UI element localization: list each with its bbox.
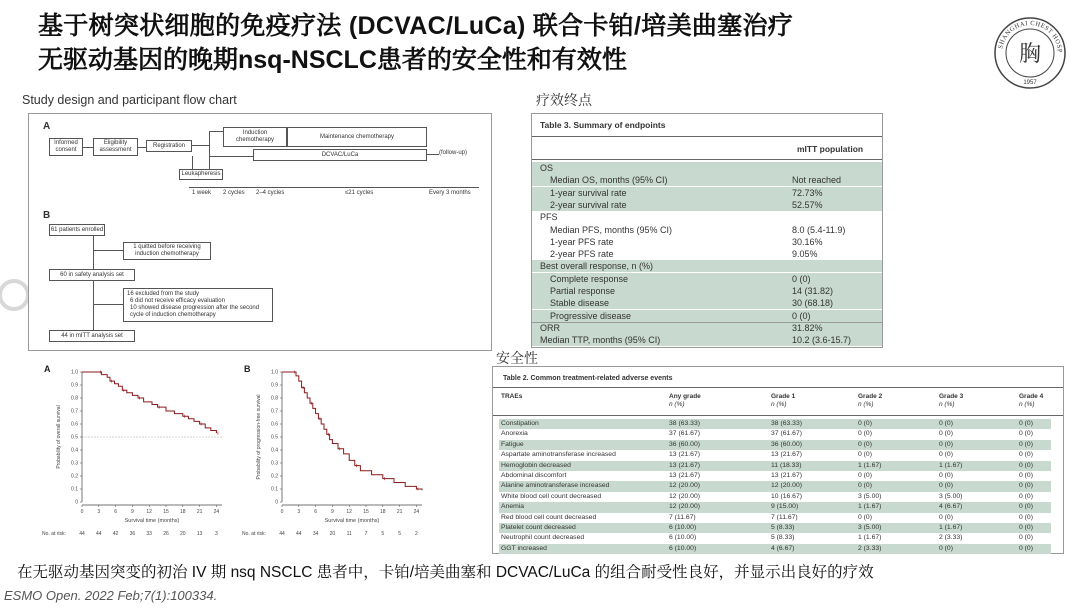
timeline-2cycles: 2 cycles	[223, 190, 245, 196]
table3-row-label: 1-year survival rate	[550, 187, 627, 198]
table3-row	[532, 273, 882, 285]
table3-row-label: Best overall response, n (%)	[540, 261, 654, 272]
timeline-2-4cycles: 2–4 cycles	[256, 190, 285, 196]
adverse-events-table	[492, 366, 1064, 554]
table2-header-line1: Grade 3	[939, 393, 964, 400]
table3-row-value: Not reached	[792, 175, 842, 186]
km-panel-label: A	[44, 364, 51, 374]
table2-cell: 1 (1.67)	[939, 524, 963, 531]
table2-cell: 1 (1.67)	[858, 461, 882, 469]
table2-cell: 13 (21.67)	[771, 472, 802, 479]
km-plot-os	[40, 364, 236, 544]
table2-cell: 0 (0)	[939, 430, 953, 438]
slide-title-line1: 基于树突状细胞的免疫疗法 (DCVAC/LuCa) 联合卡铂/培美曲塞治疗	[38, 12, 794, 40]
y-tick-label: 0.9	[71, 382, 78, 389]
table3-row	[532, 310, 882, 322]
table2-header-line2: n (%)	[858, 401, 874, 408]
table2-cell: 13 (21.67)	[771, 451, 802, 459]
table2-cell: 12 (20.00)	[669, 503, 700, 511]
table2-cell: 0 (0)	[939, 544, 953, 552]
table2-cell: 0 (0)	[858, 472, 872, 479]
table2-cell: 0 (0)	[1019, 503, 1033, 511]
y-tick-label: 0.6	[271, 421, 278, 428]
table3-row	[532, 334, 882, 346]
x-tick-label: 3	[297, 509, 301, 515]
y-tick-label: 0.4	[271, 447, 278, 454]
table2-cell: Platelet count decreased	[501, 524, 576, 531]
table2-header-cell	[669, 393, 701, 409]
table2-cell: 0 (0)	[858, 482, 872, 490]
table2-cell: 1 (1.67)	[858, 534, 882, 542]
table2-cell: Red blood cell count decreased	[501, 513, 597, 521]
at-risk-count: 11	[346, 531, 352, 537]
x-tick-label: 15	[163, 509, 169, 515]
table3-row-value: 14 (31.82)	[792, 286, 834, 296]
table2-row	[499, 450, 1051, 460]
table2-cell: 0 (0)	[939, 482, 953, 490]
endpoints-heading: 疗效终点	[536, 92, 592, 108]
table2-cell: 10 (16.67)	[771, 492, 802, 500]
table2-row	[499, 481, 1051, 491]
table2-cell: 0 (0)	[939, 440, 953, 448]
x-tick-label: 24	[213, 509, 220, 515]
table2-row	[499, 533, 1051, 543]
table2-cell: 4 (6.67)	[939, 503, 963, 511]
table2-cell: Abdominal discomfort	[501, 472, 567, 479]
y-tick-label: 0.5	[271, 434, 278, 441]
y-tick-label: 0.2	[271, 473, 278, 480]
table2-cell: 0 (0)	[1019, 524, 1033, 531]
excluded-title: 16 excluded from the study	[127, 291, 200, 297]
table3-row-label: Partial response	[550, 286, 616, 296]
table3-row	[532, 162, 882, 174]
timeline-21cycles: ≤21 cycles	[345, 190, 374, 196]
table2-cell: 9 (15.00)	[771, 503, 799, 511]
table2-cell: 7 (11.67)	[669, 513, 696, 521]
dcvac-box: DCVAC/LuCa	[253, 149, 427, 161]
induction-box: Induction chemotherapy	[223, 127, 287, 147]
slide-title-line2: 无驱动基因的晚期nsq-NSCLC患者的安全性和有效性	[38, 46, 627, 74]
table2-cell: Aspartate aminotransferase increased	[501, 451, 616, 459]
x-tick-label: 12	[346, 509, 352, 515]
at-risk-count: 26	[163, 531, 169, 537]
safety-set-box: 60 in safety analysis set	[49, 269, 135, 281]
table3-row-value: 52.57%	[792, 199, 823, 210]
survival-curve	[82, 372, 216, 433]
table2-cell: 0 (0)	[858, 440, 872, 448]
table2-cell: Hemoglobin decreased	[501, 461, 571, 469]
table2-cell: 4 (6.67)	[771, 544, 795, 552]
table2-row	[499, 492, 1051, 502]
table3-row-value: 10.2 (3.6-15.7)	[792, 335, 852, 346]
table3-row	[532, 211, 882, 223]
table2-row	[499, 544, 1051, 554]
table2-cell: Anemia	[501, 503, 525, 511]
x-tick-label: 6	[114, 509, 117, 515]
registration-box: Registration	[146, 140, 192, 152]
table2-cell: 3 (5.00)	[858, 492, 882, 500]
y-axis-label: Probability of overall survival	[56, 405, 62, 469]
table2-cell: 0 (0)	[1019, 534, 1033, 542]
table3-row-value: 30.16%	[792, 236, 823, 247]
at-risk-count: 20	[329, 531, 336, 537]
table2-row	[499, 502, 1051, 512]
table2-cell: 13 (21.67)	[669, 461, 700, 469]
timeline-week: 1 week	[192, 190, 212, 196]
table3-row-label: Complete response	[550, 273, 629, 284]
table2-header-line2: n (%)	[939, 401, 955, 408]
table3-row	[532, 199, 882, 211]
x-tick-label: 21	[396, 509, 403, 515]
enrolled-box: 61 patients enrolled	[49, 224, 105, 236]
seal-year: 1957	[1023, 80, 1037, 86]
at-risk-count: 7	[364, 531, 368, 537]
at-risk-count: 44	[96, 531, 102, 537]
y-tick-label: 0.7	[271, 408, 278, 415]
table2-cell: 5 (8.33)	[771, 534, 795, 542]
table2-cell: 0 (0)	[858, 513, 872, 521]
table2-cell: 11 (18.33)	[771, 461, 802, 469]
at-risk-count: 42	[112, 531, 119, 537]
table3-row-label: 1-year PFS rate	[550, 236, 614, 247]
at-risk-count: 2	[415, 531, 418, 537]
table2-caption: Table 2. Common treatment-related adverse events	[503, 375, 673, 382]
at-risk-count: 44	[79, 531, 85, 537]
table2-cell: 3 (5.00)	[858, 524, 882, 531]
y-tick-label: 0.8	[271, 395, 278, 402]
followup-label: (follow-up)	[439, 150, 468, 156]
excluded-reason-2: 10 showed disease progression after the second cycle of induction chemotherapy	[130, 305, 260, 318]
km-panel-label: B	[244, 364, 251, 374]
table3-row-label: 2-year PFS rate	[550, 249, 614, 260]
table2-cell: 0 (0)	[1019, 472, 1033, 479]
x-tick-label: 6	[314, 509, 317, 515]
table3-row	[532, 322, 882, 334]
table2-cell: Neutrophil count decreased	[501, 534, 585, 542]
table2-cell: 0 (0)	[1019, 451, 1033, 459]
x-tick-label: 24	[413, 509, 420, 515]
table2-cell: Constipation	[501, 420, 539, 427]
y-tick-label: 0.1	[71, 486, 78, 493]
y-tick-label: 0.6	[71, 421, 78, 428]
table2-cell: GGT increased	[501, 544, 547, 552]
x-tick-label: 12	[146, 509, 152, 515]
table2-header-line1: Grade 4	[1019, 393, 1044, 400]
at-risk-count: 33	[146, 531, 152, 537]
table3-row-label: Median OS, months (95% CI)	[550, 175, 668, 186]
table2-cell: 37 (61.67)	[669, 430, 700, 438]
x-tick-label: 18	[380, 509, 386, 515]
table2-row	[499, 440, 1051, 450]
table2-cell: 1 (1.67)	[858, 503, 882, 511]
y-tick-label: 0.7	[71, 408, 78, 415]
x-tick-label: 15	[363, 509, 369, 515]
table2-cell: 0 (0)	[858, 420, 872, 427]
y-tick-label: 0	[75, 499, 78, 506]
table2-cell: 0 (0)	[1019, 420, 1033, 427]
table2-cell: 2 (3.33)	[939, 534, 963, 542]
y-tick-label: 0.2	[71, 473, 78, 480]
table2-cell: 12 (20.00)	[669, 492, 700, 500]
y-axis-label: Probability of progression-free survival	[256, 394, 262, 480]
at-risk-count: 36	[129, 531, 136, 537]
maintenance-box: Maintenance chemotherapy	[287, 127, 427, 147]
table3-row-label: ORR	[540, 322, 560, 333]
table3-row-label: OS	[540, 163, 554, 173]
table2-cell: 0 (0)	[1019, 492, 1033, 500]
at-risk-count: 5	[381, 531, 385, 537]
table3-row	[532, 187, 882, 199]
table2-cell: 0 (0)	[1019, 544, 1033, 552]
table2-row	[499, 523, 1051, 533]
table2-cell: 38 (63.33)	[771, 420, 802, 427]
table3-row-value: 30 (68.18)	[792, 298, 834, 309]
leukapheresis-box: Leukapheresis	[179, 169, 223, 180]
table3-row-value: 0 (0)	[792, 273, 811, 284]
table2-header-line1: Grade 1	[771, 393, 796, 400]
quit-box: 1 quitted before receiving induction chemotherapy	[123, 242, 211, 260]
table3-row	[532, 285, 882, 297]
excluded-box	[123, 288, 273, 322]
table2-cell: 13 (21.67)	[669, 472, 700, 479]
panel-b-label: B	[43, 210, 51, 221]
table2-header-line2: n (%)	[1019, 401, 1035, 408]
table2-cell: 5 (8.33)	[771, 524, 795, 531]
table3-row-label: PFS	[540, 212, 558, 223]
table2-cell: White blood cell count decreased	[501, 492, 602, 500]
table2-cell: 6 (10.00)	[669, 524, 697, 531]
safety-heading: 安全性	[496, 350, 538, 366]
x-tick-label: 9	[131, 509, 134, 515]
table3-row	[532, 174, 882, 186]
x-tick-label: 18	[180, 509, 186, 515]
y-tick-label: 0.1	[271, 486, 278, 493]
table2-cell: 0 (0)	[1019, 461, 1033, 469]
table2-cell: 12 (20.00)	[669, 482, 700, 490]
table2-cell: 1 (1.67)	[939, 461, 963, 469]
table3-row	[532, 236, 882, 248]
table3-row-label: 2-year survival rate	[550, 199, 627, 210]
table3-row-value: 72.73%	[792, 187, 823, 198]
table2-cell: 0 (0)	[939, 513, 953, 521]
table3-row-value: 9.05%	[792, 249, 818, 260]
table2-cell: 0 (0)	[939, 420, 953, 427]
table2-row	[499, 471, 1051, 481]
table2-cell: 6 (10.00)	[669, 544, 697, 552]
seal-center-char: 胸	[1018, 42, 1042, 67]
excluded-reason-1: 6 did not receive efficacy evaluation	[130, 298, 225, 304]
seal-outer-text: SHANGHAI CHEST HOSP	[997, 19, 1064, 54]
x-axis-label: Survival time (months)	[124, 518, 180, 524]
x-tick-label: 3	[97, 509, 101, 515]
table3-row-value: 0 (0)	[792, 310, 811, 321]
table2-row	[499, 513, 1051, 523]
table2-header-cell	[939, 393, 963, 409]
table2-cell: 36 (60.00)	[771, 440, 802, 448]
y-tick-label: 0.3	[71, 460, 78, 467]
flow-heading: Study design and participant flow chart	[22, 93, 237, 107]
table2-cell: Fatigue	[501, 440, 524, 448]
x-tick-label: 0	[80, 509, 84, 515]
x-tick-label: 21	[196, 509, 203, 515]
at-risk-label: No. at risk:	[42, 531, 66, 537]
table3-row	[532, 260, 882, 272]
panel-a-label: A	[43, 121, 51, 132]
table3-row-value: 31.82%	[792, 322, 823, 333]
table2-cell: 37 (61.67)	[771, 430, 802, 438]
table3-row-label: Median TTP, months (95% CI)	[540, 335, 661, 346]
table3-row-value: 8.0 (5.4-11.9)	[792, 224, 846, 235]
table2-header-cell	[771, 393, 795, 409]
x-axis-label: Survival time (months)	[324, 518, 380, 524]
y-tick-label: 1.0	[71, 369, 78, 376]
table2-row	[499, 461, 1051, 471]
y-tick-label: 0.8	[71, 395, 78, 402]
table2-cell: 0 (0)	[1019, 513, 1033, 521]
table2-cell: 0 (0)	[1019, 430, 1033, 438]
table2-header-line1: Grade 2	[858, 393, 883, 400]
table2-header-cell	[1019, 393, 1043, 409]
y-tick-label: 0	[275, 499, 278, 506]
conclusion-text: 在无驱动基因突变的初治 IV 期 nsq NSCLC 患者中，卡铂/培美曲塞和 DCVAC/LuCa 的组合耐受性良好，并显示出良好的疗效	[17, 564, 874, 581]
table2-cell: 0 (0)	[939, 472, 953, 479]
table3-caption: Table 3. Summary of endpoints	[540, 120, 666, 130]
at-risk-count: 5	[398, 531, 401, 537]
table3-row	[532, 248, 882, 260]
table2-cell: 38 (63.33)	[669, 420, 700, 427]
survival-curve	[282, 372, 422, 490]
table2-cell: 7 (11.67)	[771, 513, 798, 521]
y-tick-label: 0.3	[271, 460, 278, 467]
table2-cell: 0 (0)	[939, 451, 953, 459]
informed-consent-box: Informed consent	[49, 138, 83, 156]
table2-cell: 3 (5.00)	[939, 492, 963, 500]
x-tick-label: 0	[280, 509, 284, 515]
at-risk-count: 13	[196, 531, 203, 537]
at-risk-count: 44	[296, 531, 302, 537]
table2-header-line2: n (%)	[669, 401, 685, 408]
table3-row-label: Median PFS, months (95% CI)	[550, 224, 673, 235]
at-risk-count: 44	[279, 531, 285, 537]
table2-cell: Anorexia	[501, 430, 528, 438]
x-tick-label: 9	[331, 509, 334, 515]
hospital-seal-logo	[993, 16, 1067, 90]
table2-cell: 0 (0)	[1019, 440, 1033, 448]
table2-header-line1: Any grade	[669, 393, 701, 400]
table2-cell: 0 (0)	[858, 451, 872, 459]
flow-chart	[28, 113, 492, 351]
y-tick-label: 1.0	[271, 369, 278, 376]
y-tick-label: 0.9	[271, 382, 278, 389]
table2-cell: 12 (20.00)	[771, 482, 802, 490]
table3-row	[532, 297, 882, 309]
table2-cell: 0 (0)	[1019, 482, 1033, 490]
mitt-set-box: 44 in mITT analysis set	[49, 330, 135, 342]
table3-row	[532, 224, 882, 236]
table3-column-header: mITT population	[797, 144, 864, 154]
at-risk-count: 34	[312, 531, 319, 537]
y-tick-label: 0.5	[71, 434, 78, 441]
at-risk-count: 3	[215, 531, 218, 537]
citation: ESMO Open. 2022 Feb;7(1):100334.	[4, 588, 218, 603]
at-risk-count: 20	[180, 531, 186, 537]
table2-cell: Alanine aminotransferase increased	[501, 482, 610, 490]
table2-cell: 13 (21.67)	[669, 451, 700, 459]
endpoints-table	[531, 113, 883, 348]
timeline-every3: Every 3 months	[429, 190, 471, 196]
table2-header-line1: TRAEs	[501, 393, 523, 400]
table2-header-line2: n (%)	[771, 401, 787, 408]
y-tick-label: 0.4	[71, 447, 78, 454]
table2-cell: 6 (10.00)	[669, 534, 697, 542]
table2-header-cell	[501, 393, 522, 401]
table2-cell: 2 (3.33)	[858, 544, 882, 552]
table2-header-cell	[858, 393, 882, 409]
table2-cell: 36 (60.00)	[669, 440, 700, 448]
eligibility-box: Eligibility assessment	[93, 138, 138, 156]
km-plot-pfs	[240, 364, 440, 544]
table2-cell: 0 (0)	[858, 430, 872, 438]
table3-row-label: Progressive disease	[550, 310, 632, 321]
table2-row	[499, 429, 1051, 439]
at-risk-label: No. at risk:	[242, 531, 266, 537]
table3-row-label: Stable disease	[550, 298, 610, 309]
table2-row	[499, 419, 1051, 429]
